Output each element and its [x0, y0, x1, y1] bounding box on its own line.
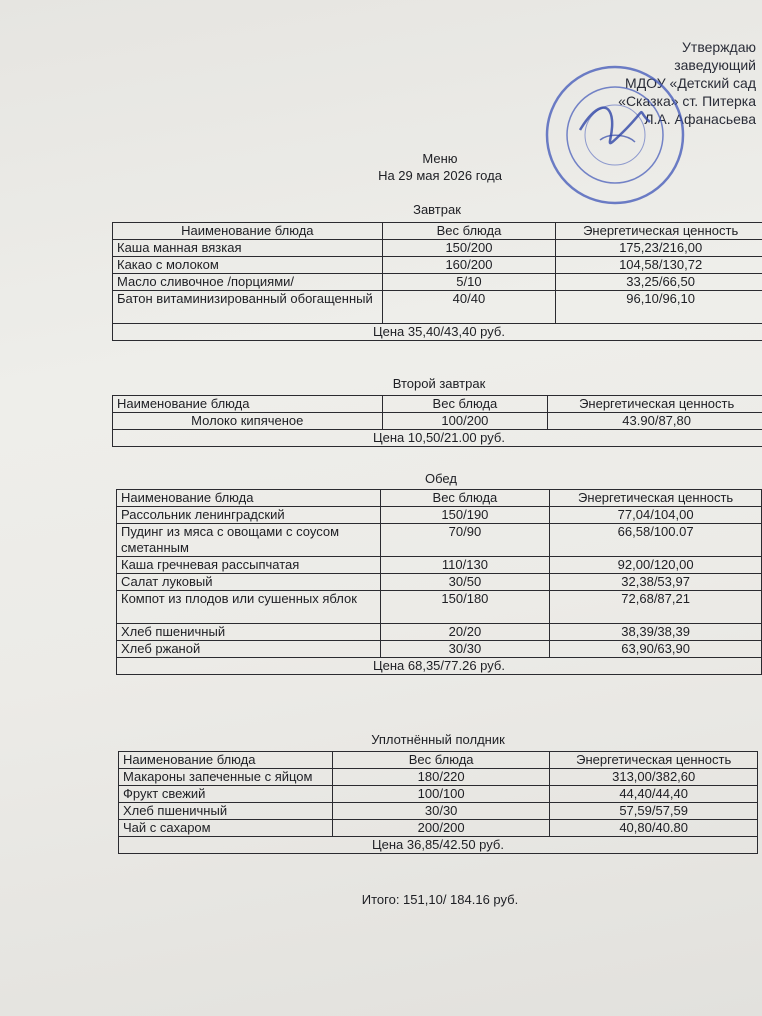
approval-line: МДОУ «Детский сад [625, 75, 756, 91]
table-row [117, 574, 762, 591]
dish-energy: 33,25/66,50 [556, 274, 762, 291]
second-breakfast-title: Второй завтрак [392, 376, 486, 391]
table-row [117, 557, 762, 574]
dish-weight: 150/180 [380, 591, 550, 624]
table-row [119, 803, 758, 820]
table-row [119, 769, 758, 786]
menu-header [0, 150, 762, 184]
table-header-row [113, 396, 762, 413]
price-label: Цена 68,35/77.26 руб. [117, 658, 762, 675]
column-header-energy: Энергетическая ценность [556, 223, 762, 240]
page-title: Меню [422, 151, 458, 166]
dish-name: Макароны запеченные с яйцом [119, 769, 333, 786]
dish-weight: 100/200 [382, 413, 548, 430]
table-row [113, 274, 762, 291]
table-row [117, 507, 762, 524]
dish-name: Хлеб пшеничный [119, 803, 333, 820]
column-header-name: Наименование блюда [119, 752, 333, 769]
dish-weight: 30/30 [380, 641, 550, 658]
dish-name: Рассольник ленинградский [117, 507, 381, 524]
dish-energy: 96,10/96,10 [556, 291, 762, 324]
table-row [113, 240, 762, 257]
table-header-row [119, 752, 758, 769]
price-row [117, 658, 762, 675]
approval-line: Л.А. Афанасьева [644, 111, 756, 127]
dish-name: Хлеб пшеничный [117, 624, 381, 641]
second-breakfast-table [112, 395, 762, 447]
column-header-weight: Вес блюда [380, 490, 550, 507]
column-header-name: Наименование блюда [113, 223, 383, 240]
dish-energy: 104,58/130,72 [556, 257, 762, 274]
dish-weight: 150/190 [380, 507, 550, 524]
column-header-weight: Вес блюда [382, 396, 548, 413]
dish-weight: 180/220 [332, 769, 549, 786]
snack-title: Уплотнённый полдник [371, 732, 505, 747]
dish-energy: 313,00/382,60 [550, 769, 758, 786]
dish-name: Молоко кипяченое [113, 413, 383, 430]
price-row [119, 837, 758, 854]
dish-energy: 92,00/120,00 [550, 557, 762, 574]
table-row [117, 641, 762, 658]
dish-weight: 20/20 [380, 624, 550, 641]
dish-weight: 30/50 [380, 574, 550, 591]
dish-energy: 63,90/63,90 [550, 641, 762, 658]
table-row [119, 786, 758, 803]
table-row [119, 820, 758, 837]
column-header-energy: Энергетическая ценность [550, 490, 762, 507]
menu-date: На 29 мая 2026 года [378, 168, 502, 183]
dish-weight: 40/40 [382, 291, 556, 324]
column-header-name: Наименование блюда [113, 396, 383, 413]
column-header-weight: Вес блюда [382, 223, 556, 240]
dish-weight: 110/130 [380, 557, 550, 574]
dish-name: Какао с молоком [113, 257, 383, 274]
column-header-weight: Вес блюда [332, 752, 549, 769]
approval-line: Утверждаю [682, 39, 756, 55]
table-row [113, 257, 762, 274]
lunch-table [116, 489, 762, 675]
dish-energy: 77,04/104,00 [550, 507, 762, 524]
menu-total: Итого: 151,10/ 184.16 руб. [361, 892, 519, 907]
table-header-row [117, 490, 762, 507]
dish-energy: 175,23/216,00 [556, 240, 762, 257]
price-label: Цена 36,85/42.50 руб. [119, 837, 758, 854]
dish-name: Каша манная вязкая [113, 240, 383, 257]
breakfast-title: Завтрак [413, 202, 461, 217]
dish-name: Салат луковый [117, 574, 381, 591]
dish-name: Пудинг из мяса с овощами с соусом сметанным [117, 524, 381, 557]
dish-weight: 30/30 [332, 803, 549, 820]
price-label: Цена 10,50/21.00 руб. [113, 430, 762, 447]
dish-name: Хлеб ржаной [117, 641, 381, 658]
price-row [113, 324, 762, 341]
table-row [113, 291, 762, 324]
approval-line: заведующий [674, 57, 756, 73]
dish-name: Фрукт свежий [119, 786, 333, 803]
dish-weight: 100/100 [332, 786, 549, 803]
official-stamp-icon [540, 60, 690, 210]
dish-weight: 70/90 [380, 524, 550, 557]
dish-name: Батон витаминизированный обогащенный [113, 291, 383, 324]
dish-name: Компот из плодов или сушенных яблок [117, 591, 381, 624]
table-row [117, 524, 762, 557]
dish-energy: 43.90/87,80 [548, 413, 762, 430]
table-header-row [113, 223, 762, 240]
dish-energy: 32,38/53,97 [550, 574, 762, 591]
snack-table [118, 751, 758, 854]
dish-energy: 44,40/44,40 [550, 786, 758, 803]
dish-name: Каша гречневая рассыпчатая [117, 557, 381, 574]
approval-line: «Сказка» ст. Питерка [618, 93, 756, 109]
dish-energy: 38,39/38,39 [550, 624, 762, 641]
price-row [113, 430, 762, 447]
dish-weight: 160/200 [382, 257, 556, 274]
column-header-name: Наименование блюда [117, 490, 381, 507]
dish-energy: 40,80/40.80 [550, 820, 758, 837]
table-row [117, 624, 762, 641]
dish-name: Чай с сахаром [119, 820, 333, 837]
dish-energy: 66,58/100.07 [550, 524, 762, 557]
table-row [113, 413, 762, 430]
column-header-energy: Энергетическая ценность [548, 396, 762, 413]
table-row [117, 591, 762, 624]
breakfast-table [112, 222, 762, 341]
dish-energy: 57,59/57,59 [550, 803, 758, 820]
dish-name: Масло сливочное /порциями/ [113, 274, 383, 291]
dish-weight: 150/200 [382, 240, 556, 257]
dish-weight: 200/200 [332, 820, 549, 837]
lunch-title: Обед [425, 471, 457, 486]
price-label: Цена 35,40/43,40 руб. [113, 324, 762, 341]
dish-weight: 5/10 [382, 274, 556, 291]
dish-energy: 72,68/87,21 [550, 591, 762, 624]
column-header-energy: Энергетическая ценность [550, 752, 758, 769]
